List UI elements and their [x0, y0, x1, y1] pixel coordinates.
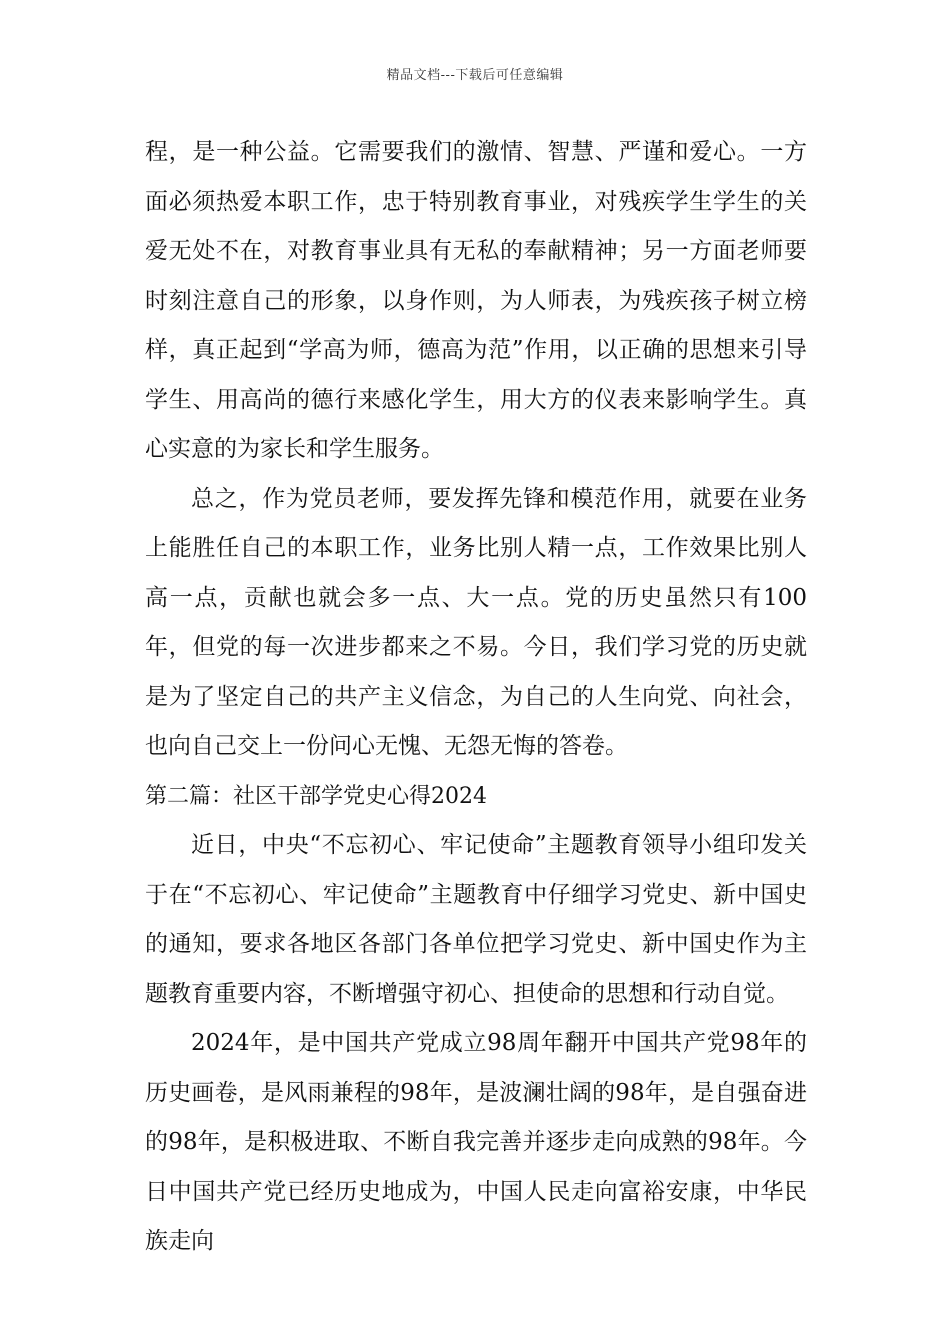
document-body [145, 128, 807, 1267]
paragraph-continued: 程，是一种公益。它需要我们的激情、智慧、严谨和爱心。一方面必须热爱本职工作，忠于特别教育事业，对残疾学生学生的关爱无处不在，对教育事业具有无私的奉献精神；另一方面老师要时刻注意自己的形象，以身作则，为人师表，为残疾孩子树立榜样，真正起到“学高为师，德高为范”作用，以正确的思想来引导学生、用高尚的德行来感化学生，用大方的仪表来影响学生。真心实意的为家长和学生服务。 [145, 139, 807, 462]
paragraph-conclusion: 总之，作为党员老师，要发挥先锋和模范作用，就要在业务上能胜任自己的本职工作，业务比别人精一点，工作效果比别人高一点，贡献也就会多一点、大一点。党的历史虽然只有100年，但党的每一次进步都来之不易。今日，我们学习党的历史就是为了坚定自己的共产主义信念，为自己的人生向党、向社会，也向自己交上一份问心无愧、无怨无悔的答卷。 [145, 485, 807, 759]
section-heading: 第二篇：社区干部学党史心得2024 [145, 783, 487, 809]
page-header: 精品文档---下载后可任意编辑 [386, 68, 564, 83]
paragraph-notice: 近日，中央“不忘初心、牢记使命”主题教育领导小组印发关于在“不忘初心、牢记使命”主题教育中仔细学习党史、新中国史的通知，要求各地区各部门各单位把学习党史、新中国史作为主题教育重要内容，不断增强守初心、担使命的思想和行动自觉。 [145, 832, 807, 1007]
paragraph-history: 2024年，是中国共产党成立98周年翻开中国共产党98年的历史画卷，是风雨兼程的98年，是波澜壮阔的98年，是自强奋进的98年，是积极进取、不断自我完善并逐步走向成熟的98年。今日中国共产党已经历史地成为，中国人民走向富裕安康，中华民族走向 [145, 1030, 807, 1254]
